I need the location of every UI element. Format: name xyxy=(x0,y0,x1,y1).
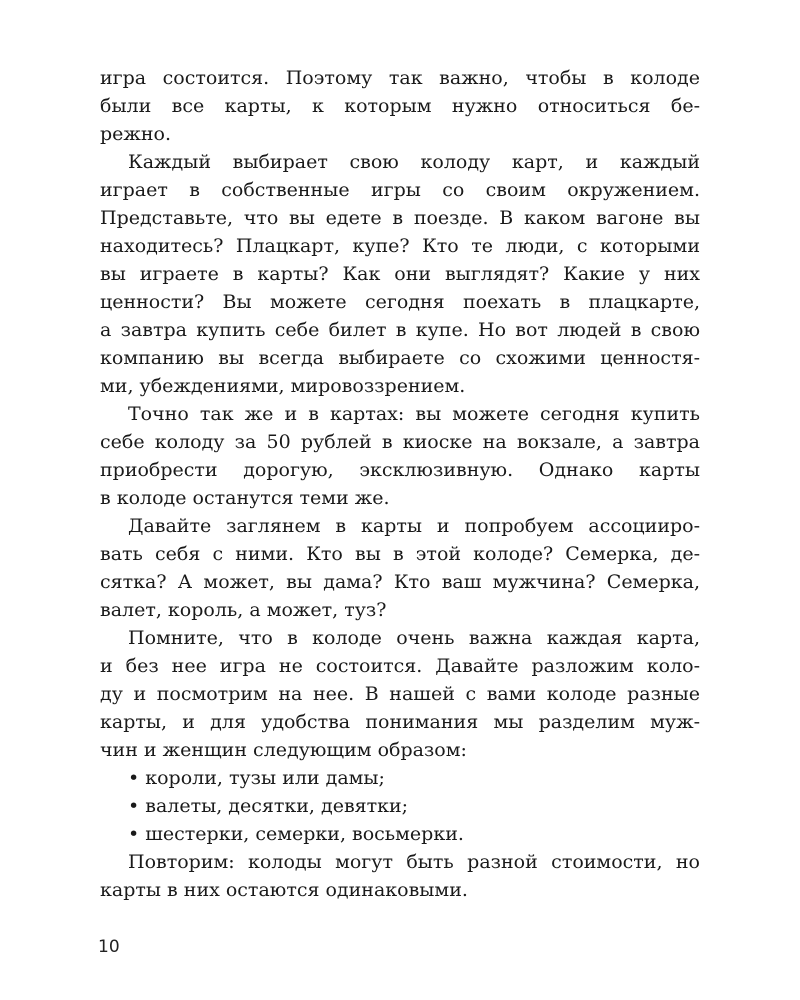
text-line: были все карты, к которым нужно относиться бе- xyxy=(100,95,700,117)
text-line: ду и посмотрим на нее. В нашей с вами колоде разные xyxy=(100,683,700,705)
text-line: Давайте заглянем в карты и попробуем ассоцииро- xyxy=(128,515,700,537)
text-line: Точно так же и в картах: вы можете сегодня купить xyxy=(128,403,700,425)
list-item: • шестерки, семерки, восьмерки. xyxy=(128,823,464,845)
text-line: находитесь? Плацкарт, купе? Кто те люди, с которыми xyxy=(100,235,700,257)
text-line: карты, и для удобства понимания мы разделим муж- xyxy=(100,711,700,733)
text-line: вать себя с ними. Кто вы в этой колоде? Семерка, де- xyxy=(100,543,700,565)
page-number: 10 xyxy=(98,937,120,957)
text-line: режно. xyxy=(100,123,172,145)
text-line: ми, убеждениями, мировоззрением. xyxy=(100,375,466,397)
paragraph-3 xyxy=(100,400,700,512)
paragraph-6 xyxy=(100,848,700,904)
text-line: компанию вы всегда выбираете со схожими ценностя- xyxy=(100,347,700,369)
text-line: и без нее игра не состоится. Давайте разложим коло- xyxy=(100,655,700,677)
text-line: чин и женщин следующим образом: xyxy=(100,739,467,761)
paragraph-4 xyxy=(100,512,700,624)
text-line: Представьте, что вы едете в поезде. В каком вагоне вы xyxy=(100,207,700,229)
text-line: а завтра купить себе билет в купе. Но вот людей в свою xyxy=(100,319,700,341)
text-line: игра состоится. Поэтому так важно, чтобы в колоде xyxy=(100,67,700,89)
paragraph-1 xyxy=(100,64,700,148)
paragraph-5 xyxy=(100,624,700,764)
text-line: ценности? Вы можете сегодня поехать в плацкарте, xyxy=(100,291,700,313)
list-item: • короли, тузы или дамы; xyxy=(128,767,385,789)
text-line: играет в собственные игры со своим окружением. xyxy=(100,179,700,201)
text-line: Помните, что в колоде очень важна каждая карта, xyxy=(128,627,700,649)
paragraph-2 xyxy=(100,148,700,400)
text-line: сятка? А может, вы дама? Кто ваш мужчина? Семерка, xyxy=(100,571,700,593)
text-line: карты в них остаются одинаковыми. xyxy=(100,879,468,901)
text-line: вы играете в карты? Как они выглядят? Какие у них xyxy=(100,263,700,285)
text-line: Каждый выбирает свою колоду карт, и каждый xyxy=(128,151,700,173)
page-body xyxy=(100,64,700,904)
text-line: себе колоду за 50 рублей в киоске на вокзале, а завтра xyxy=(100,431,700,453)
text-line: валет, король, а может, туз? xyxy=(100,599,387,621)
text-line: в колоде останутся теми же. xyxy=(100,487,390,509)
list-item: • валеты, десятки, девятки; xyxy=(128,795,409,817)
bullet-list xyxy=(100,764,700,848)
text-line: приобрести дорогую, эксклюзивную. Однако карты xyxy=(100,459,700,481)
text-line: Повторим: колоды могут быть разной стоимости, но xyxy=(128,851,700,873)
